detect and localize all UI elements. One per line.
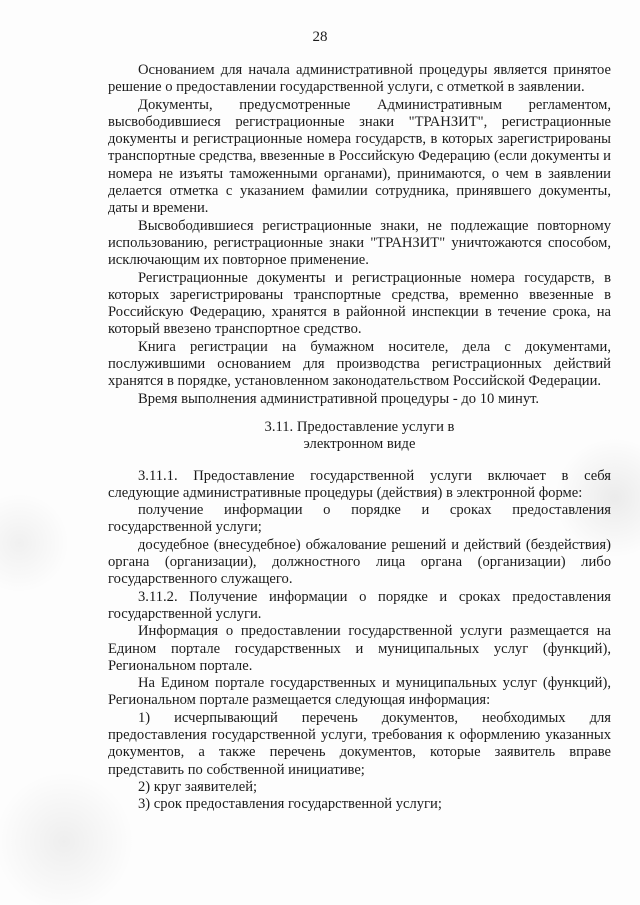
document-body — [108, 62, 611, 813]
section-heading-line: 3.11. Предоставление услуги в — [264, 418, 455, 435]
paragraph: Документы, предусмотренные Административным регламентом, высвободившиеся регистрационные знаки "ТРАНЗИТ", регистрационные документы и регистрационные номера государств, в которых зарегистрированы транспортные средства, ввезенные в Российскую Федерацию (если документы и номера не изъяты таможенными органами), принимаются, о чем в заявлении делается отметка с указанием фамилии сотрудника, принявшего документы, даты и времени. — [108, 96, 611, 217]
paragraph: На Едином портале государственных и муниципальных услуг (функций), Региональном портале размещается следующая информация: — [108, 675, 611, 709]
paragraph: Регистрационные документы и регистрационные номера государств, в которых зарегистрированы транспортные средства, временно ввезенные в Российскую Федерацию, хранятся в районной инспекции в течение срока, на который ввезено транспортное средство. — [108, 269, 611, 338]
paragraph: получение информации о порядке и сроках предоставления государственной услуги; — [108, 502, 611, 536]
section-heading-line: электронном виде — [303, 436, 416, 453]
list-item: 3) срок предоставления государственной услуги; — [138, 796, 442, 813]
list-item: 1) исчерпывающий перечень документов, необходимых для предоставления государственной услуги, требования к оформлению указанных документов, а также перечень документов, которые заявитель вправе представить по собственной инициативе; — [108, 709, 611, 778]
paragraph: Основанием для начала административной процедуры является принятое решение о предоставлении государственной услуги, с отметкой в заявлении. — [108, 62, 611, 96]
paragraph: 3.11.1. Предоставление государственной услуги включает в себя следующие административные процедуры (действия) в электронной форме: — [108, 467, 611, 501]
paragraph: Книга регистрации на бумажном носителе, дела с документами, послужившими основанием для производства регистрационных действий хранятся в порядке, установленном законодательством Российской Федерации. — [108, 338, 611, 390]
list-item: 2) круг заявителей; — [138, 778, 258, 795]
paragraph: Высвободившиеся регистрационные знаки, не подлежащие повторному использованию, регистрационные знаки "ТРАНЗИТ" уничтожаются способом, исключающим их повторное применение. — [108, 217, 611, 269]
section-heading — [108, 419, 611, 454]
paragraph: Время выполнения административной процедуры - до 10 минут. — [138, 390, 540, 407]
paragraph: досудебное (внесудебное) обжалование решений и действий (бездействия) органа (организации), должностного лица органа (организации) либо государственного служащего. — [108, 536, 611, 588]
paragraph: 3.11.2. Получение информации о порядке и сроках предоставления государственной услуги. — [108, 588, 611, 622]
page-number: 28 — [312, 29, 328, 45]
paragraph: Информация о предоставлении государственной услуги размещается на Едином портале государственных и муниципальных услуг (функций), Региональном портале. — [108, 623, 611, 674]
